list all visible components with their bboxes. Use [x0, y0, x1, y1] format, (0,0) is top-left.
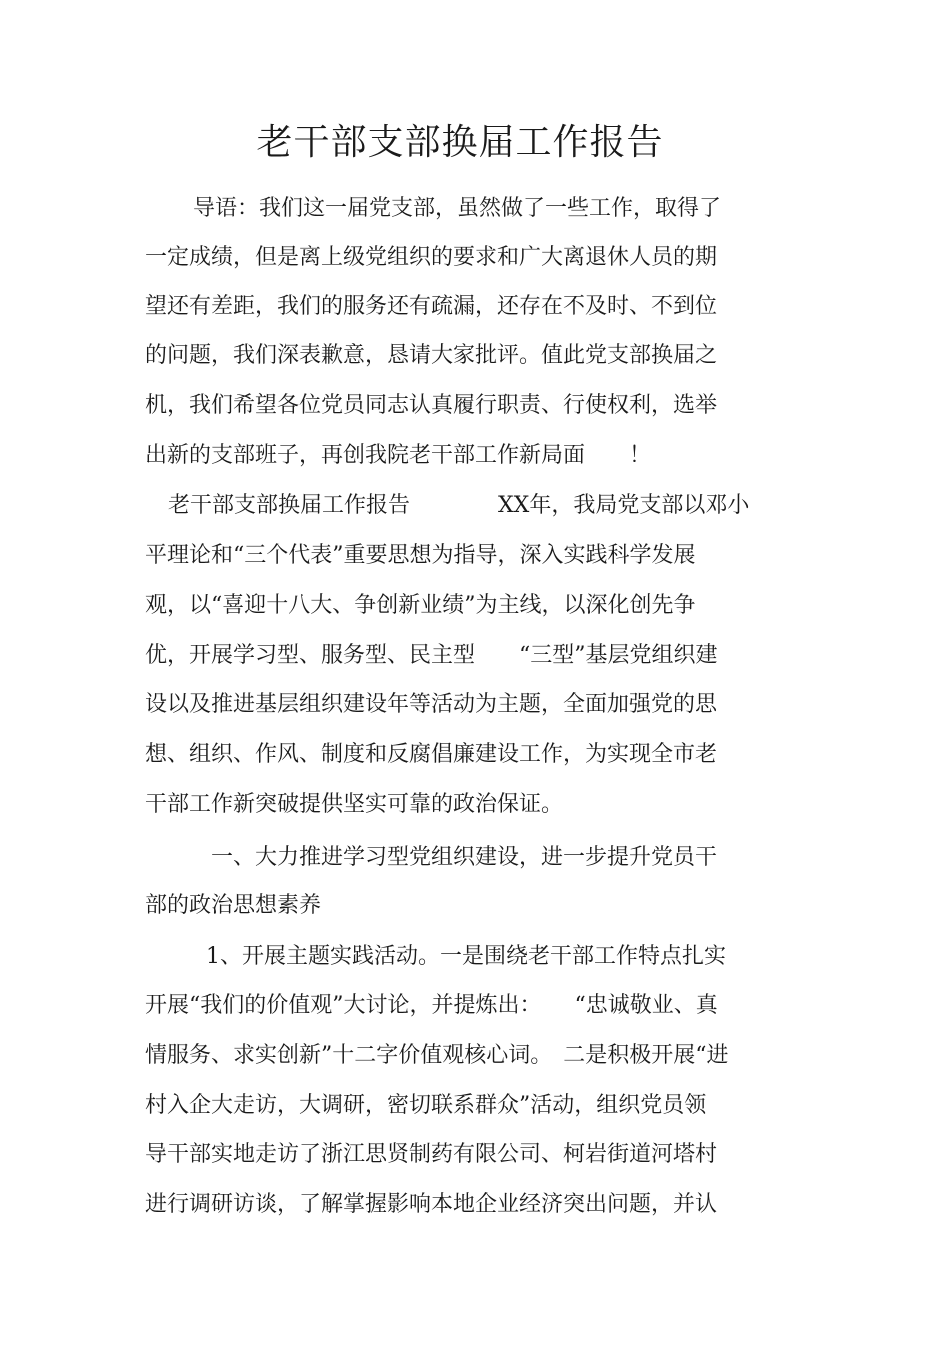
paragraph-line: 优，开展学习型、服务型、民主型 “三型”基层党组织建: [145, 643, 718, 668]
paragraph-line: 机，我们希望各位党员同志认真履行职责、行使权利，选举: [145, 393, 718, 418]
paragraph-line: 出新的支部班子，再创我院老干部工作新局面 ！: [145, 443, 652, 468]
paragraph-line: 望还有差距，我们的服务还有疏漏，还存在不及时、不到位: [145, 294, 718, 319]
document-title: 老干部支部换届工作报告: [256, 122, 664, 163]
paragraph-line: 开展“我们的价值观”大讨论，并提炼出： “忠诚敬业、真: [145, 993, 718, 1018]
paragraph-line: 的问题，我们深表歉意，恳请大家批评。值此党支部换届之: [145, 343, 718, 368]
paragraph-line: 观，以“喜迎十八大、争创新业绩”为主线，以深化创先争: [145, 593, 696, 618]
paragraph-line: 设以及推进基层组织建设年等活动为主题，全面加强党的思: [145, 692, 718, 717]
paragraph-line: 干部工作新突破提供坚实可靠的政治保证。: [145, 792, 564, 817]
paragraph-line: 村入企大走访，大调研，密切联系群众”活动，组织党员领: [145, 1093, 707, 1118]
paragraph-line: 1、开展主题实践活动。一是围绕老干部工作特点扎实: [206, 944, 726, 969]
section-heading-line: 部的政治思想素养: [145, 893, 322, 918]
paragraph-line: 导语：我们这一届党支部，虽然做了一些工作，取得了: [193, 196, 722, 221]
paragraph-line: 老干部支部换届工作报告 XX年，我局党支部以邓小: [168, 493, 750, 518]
paragraph-line: 进行调研访谈，了解掌握影响本地企业经济突出问题，并认: [145, 1192, 718, 1217]
paragraph-line: 导干部实地走访了浙江思贤制药有限公司、柯岩街道河塔村: [145, 1142, 718, 1167]
section-heading-line: 一、大力推进学习型党组织建设，进一步提升党员干: [211, 845, 718, 870]
paragraph-line: 平理论和“三个代表”重要思想为指导，深入实践科学发展: [145, 543, 696, 568]
paragraph-line: 想、组织、作风、制度和反腐倡廉建设工作，为实现全市老: [145, 742, 718, 767]
paragraph-line: 情服务、求实创新”十二字价值观核心词。 二是积极开展“进: [145, 1043, 729, 1068]
paragraph-line: 一定成绩，但是离上级党组织的要求和广大离退休人员的期: [145, 245, 718, 270]
